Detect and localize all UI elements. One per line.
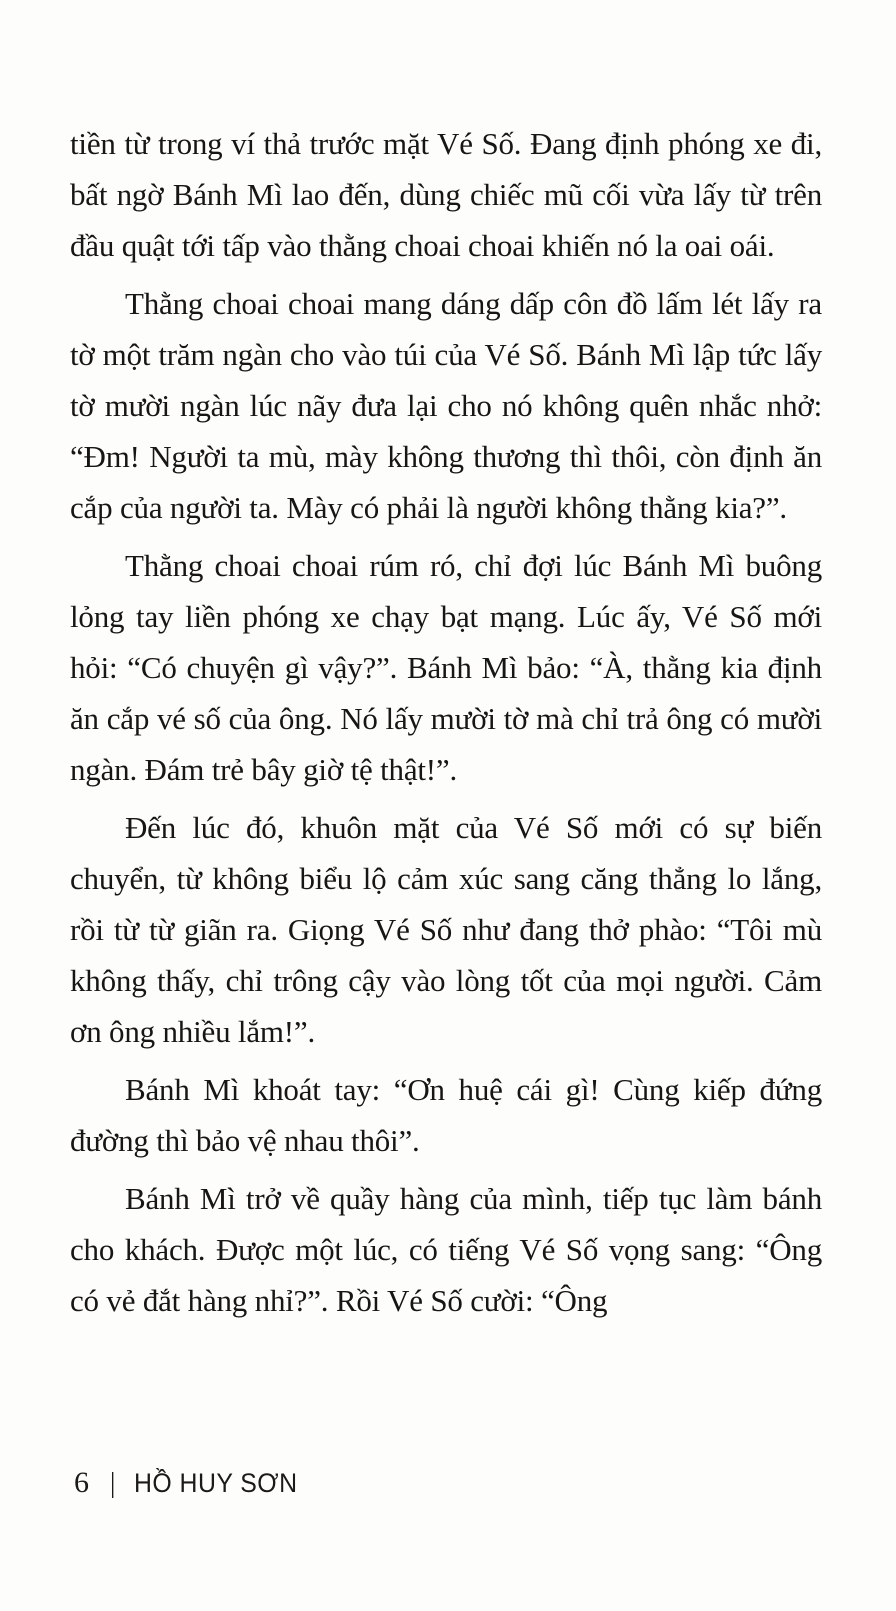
footer-separator: | — [110, 1467, 115, 1498]
page-footer — [74, 1466, 312, 1500]
running-title: HỒ HUY SƠN — [134, 1468, 298, 1498]
paragraph: Bánh Mì trở về quầy hàng của mình, tiếp tục làm bánh cho khách. Được một lúc, có tiếng Vé Số vọng sang: “Ông có vẻ đắt hàng nhỉ?”. Rồi Vé Số cười: “Ông — [70, 1181, 822, 1318]
page-number: 6 — [74, 1466, 89, 1499]
paragraph: Thằng choai choai mang dáng dấp côn đồ lấm lét lấy ra tờ một trăm ngàn cho vào túi của Vé Số. Bánh Mì lập tức lấy tờ mười ngàn lúc nãy đưa lại cho nó không quên nhắc nhở: “Đm! Người ta mù, mày không thương thì thôi, còn định ăn cắp của người ta. Mày có phải là người không thằng kia?”. — [70, 286, 822, 525]
paragraph: Bánh Mì khoát tay: “Ơn huệ cái gì! Cùng kiếp đứng đường thì bảo vệ nhau thôi”. — [70, 1072, 822, 1158]
paragraph: Đến lúc đó, khuôn mặt của Vé Số mới có sự biến chuyển, từ không biểu lộ cảm xúc sang căng thẳng lo lắng, rồi từ từ giãn ra. Giọng Vé Số như đang thở phào: “Tôi mù không thấy, chỉ trông cậy vào lòng tốt của mọi người. Cảm ơn ông nhiều lắm!”. — [70, 810, 822, 1049]
paragraph: tiền từ trong ví thả trước mặt Vé Số. Đang định phóng xe đi, bất ngờ Bánh Mì lao đến, dùng chiếc mũ cối vừa lấy từ trên đầu quật tới tấp vào thằng choai choai khiến nó la oai oái. — [70, 126, 822, 263]
body-text — [70, 118, 822, 1333]
paragraph: Thằng choai choai rúm ró, chỉ đợi lúc Bánh Mì buông lỏng tay liền phóng xe chạy bạt mạng. Lúc ấy, Vé Số mới hỏi: “Có chuyện gì vậy?”. Bánh Mì bảo: “À, thằng kia định ăn cắp vé số của ông. Nó lấy mười tờ mà chỉ trả ông có mười ngàn. Đám trẻ bây giờ tệ thật!”. — [70, 548, 822, 787]
